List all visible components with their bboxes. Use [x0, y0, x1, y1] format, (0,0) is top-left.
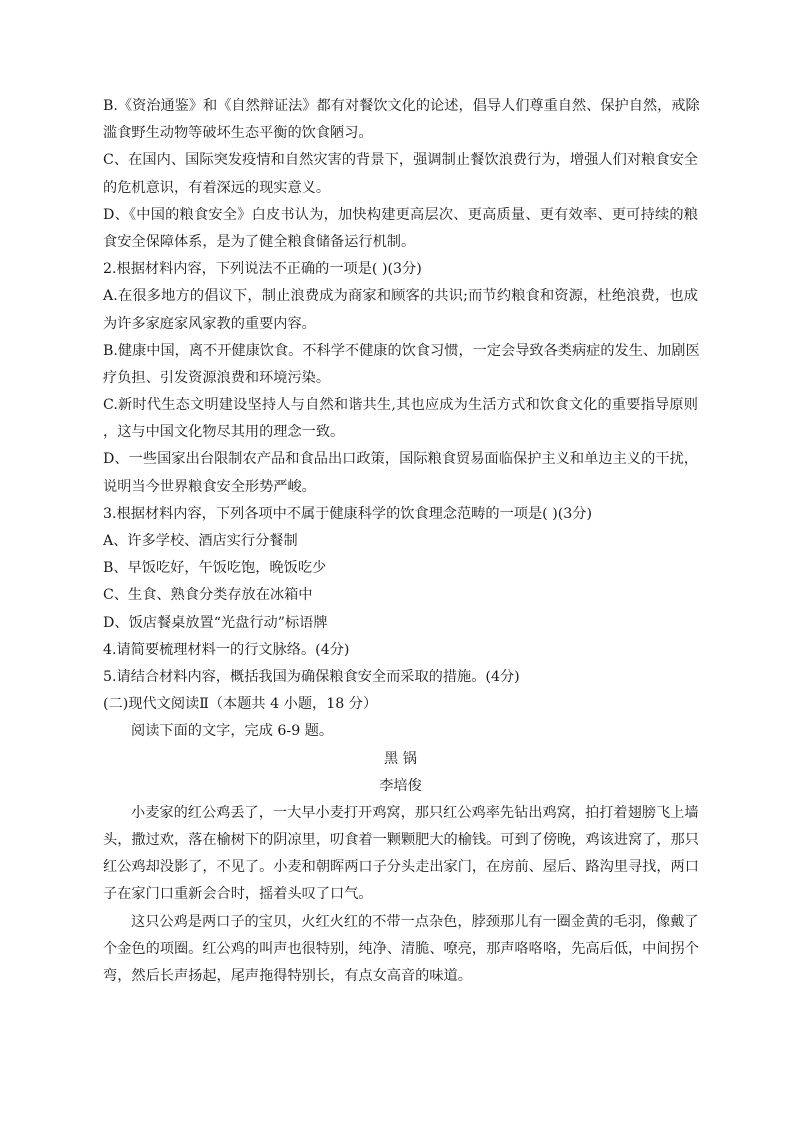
text-line: 这只公鸡是两口子的宝贝，火红火红的不带一点杂色，脖颈那儿有一圈金黄的毛羽，像戴了: [131, 913, 699, 930]
option-c-q2: [103, 392, 698, 446]
text-line: ，这与中国文化物尽其用的理念一致。: [103, 424, 345, 441]
question-4: 4.请简要梳理材料一的行文脉络。(4分): [103, 641, 350, 658]
story-author: 李培俊: [379, 777, 422, 794]
question-3-stem: 3.根据材料内容，下列各项中不属于健康科学的饮食理念范畴的一项是( )(3分): [103, 505, 593, 522]
text-line: C.新时代生态文明建设坚持人与自然和谐共生,其也应成为生活方式和饮食文化的重要指导原则: [103, 397, 698, 414]
text-line: 小麦家的红公鸡丢了，一大早小麦打开鸡窝，那只红公鸡率先钻出鸡窝，拍打着翅膀飞上墙: [131, 804, 699, 821]
text-line: 为许多家庭家风家教的重要内容。: [103, 315, 316, 332]
text-line: D、一些国家出台限制农产品和食品出口政策，国际粮食贸易面临保护主义和单边主义的干扰，: [103, 451, 698, 468]
story-paragraph-2: [103, 909, 698, 991]
text-line: 子在家门口重新会合时，摇着头叹了口气。: [103, 886, 373, 903]
option-a-q2: [103, 283, 698, 337]
text-line: A.在很多地方的倡议下，制止浪费成为商家和顾客的共识;而节约粮食和资源，杜绝浪费，也成: [103, 288, 698, 305]
text-line: B.《资治通鉴》和《自然辩证法》都有对餐饮文化的论述，倡导人们尊重自然、保护自然，戒除: [103, 98, 700, 114]
text-line: 头，撒过欢，落在榆树下的阴凉里，叨食着一颗颗肥大的榆钱。可到了傍晚，鸡该进窝了，那只: [103, 832, 699, 849]
text-line: 个金色的项圈。红公鸡的叫声也很特别，纯净、清脆、嘹亮，那声咯咯咯，先高后低，中间拐个: [103, 940, 699, 957]
option-c-q1: [103, 147, 698, 201]
text-line: C、在国内、国际突发疫情和自然灾害的背景下，强调制止餐饮浪费行为，增强人们对粮食安全: [103, 152, 698, 169]
option-d-q2: [103, 446, 698, 500]
question-2-stem: 2.根据材料内容，下列说法不正确的一项是( )(3分): [103, 261, 422, 278]
option-b-q3: B、早饭吃好，午饭吃饱，晚饭吃少: [103, 560, 327, 577]
text-line: 红公鸡却没影了，不见了。小麦和朝晖两口子分头走出家门，在房前、屋后、路沟里寻找，两口: [103, 859, 699, 876]
text-line: 滥食野生动物等破坏生态平衡的饮食陋习。: [103, 125, 373, 142]
text-line: 弯，然后长声扬起，尾声拖得特别长，有点女高音的味道。: [103, 968, 472, 984]
reading-instruction: 阅读下面的文字，完成 6-9 题。: [131, 723, 334, 740]
option-b-q1: [103, 93, 698, 147]
text-line: 说明当今世界粮食安全形势严峻。: [103, 478, 316, 495]
question-5: 5.请结合材料内容，概括我国为确保粮食安全而采取的措施。(4分): [103, 668, 520, 685]
option-a-q3: A、许多学校、酒店实行分餐制: [103, 533, 298, 549]
option-d-q3: D、饭店餐桌放置“光盘行动”标语牌: [103, 614, 328, 631]
story-paragraph-1: [103, 800, 698, 909]
story-title: 黑 锅: [384, 750, 417, 767]
text-line: 食安全保障体系，是为了健全粮食储备运行机制。: [103, 233, 416, 250]
option-b-q2: [103, 338, 698, 392]
document-page: [103, 93, 698, 990]
option-d-q1: [103, 202, 698, 256]
option-c-q3: C、生食、熟食分类存放在冰箱中: [103, 587, 313, 604]
text-line: 疗负担、引发资源浪费和环境污染。: [103, 369, 331, 386]
section-heading: (二)现代文阅读Ⅱ（本题共 4 小题，18 分）: [103, 696, 378, 713]
text-line: D、《中国的粮食安全》白皮书认为，加快构建更高层次、更高质量、更有效率、更可持续的粮: [103, 206, 698, 223]
text-line: 的危机意识，有着深远的现实意义。: [103, 179, 331, 196]
text-line: B.健康中国，离不开健康饮食。不科学不健康的饮食习惯，一定会导致各类病症的发生、加剧医: [103, 342, 700, 359]
